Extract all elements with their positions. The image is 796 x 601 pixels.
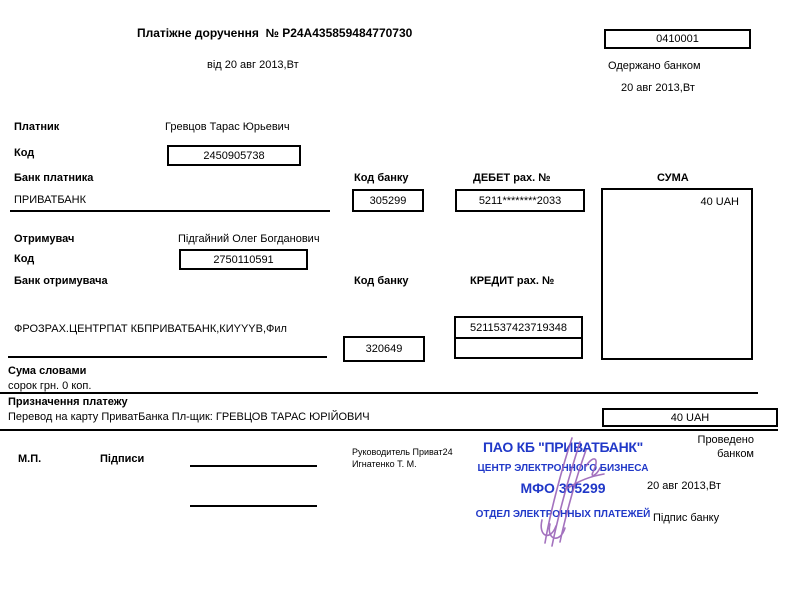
payee-bank-name: ФРОЗРАХ.ЦЕНТРПАТ КБПРИВАТБАНК,КИYYYВ,Фил [14,323,287,335]
payer-code-label: Код [14,147,35,159]
credit-account-box [454,316,583,359]
bank-stamp-line-4: ОТДЕЛ ЭЛЕКТРОННЫХ ПЛАТЕЖЕЙ [475,509,651,520]
amount-box [601,188,753,360]
debit-account-label: ДЕБЕТ рах. № [473,172,551,184]
processed-date: 20 авг 2013,Вт [647,480,721,492]
amount-words-label: Сума словами [8,365,87,377]
signature-line-1 [190,465,317,467]
signatures-label: Підписи [100,453,145,465]
amount-label: СУМА [657,172,689,184]
processed-by-bank-line-1: Проведено [697,434,754,446]
debit-account-box: 5211********2033 [455,189,585,212]
purpose-label: Призначення платежу [8,396,128,408]
payer-bank-code-box: 305299 [352,189,424,212]
bank-stamp-line-3: МФО 305299 [520,480,606,496]
payee-name: Підгайний Олег Богданович [178,233,320,245]
signature-line-2 [190,505,317,507]
amount-words-value: сорок грн. 0 коп. [8,380,92,392]
mp-label: М.П. [18,453,42,465]
document-number-box: 0410001 [604,29,751,49]
credit-account-value: 5211537423719348 [456,318,581,339]
purpose-amount-box: 40 UAH [602,408,778,427]
credit-account-empty-row [456,339,581,357]
payer-label: Платник [14,121,60,133]
payee-bank-code-label: Код банку [354,275,409,287]
section-divider-1 [0,392,758,394]
received-date: 20 авг 2013,Вт [621,82,695,94]
payee-code-box: 2750110591 [179,249,308,270]
handwritten-signature [520,428,630,553]
purpose-value: Перевод на карту ПриватБанка Пл-щик: ГРЕВЦОВ ТАРАС ЮРІЙОВИЧ [8,411,370,423]
payer-bank-label: Банк платника [14,172,94,184]
payee-bank-underline [8,356,327,358]
payee-code-label: Код [14,253,35,265]
payer-name: Гревцов Тарас Юрьевич [165,121,290,133]
document-date: від 20 авг 2013,Вт [207,59,299,71]
received-by-bank-label: Одержано банком [608,60,701,72]
manager-title: Руководитель Приват24 [352,447,453,457]
credit-account-label: КРЕДИТ рах. № [470,275,555,287]
payee-label: Отримувач [14,233,75,245]
manager-name: Игнатенко Т. М. [352,459,417,469]
amount-value: 40 UAH [700,196,739,208]
document-title: Платіжне доручення № P24A435859484770730 [137,26,413,40]
payer-bank-underline [10,210,330,212]
payee-bank-label: Банк отримувача [14,275,108,287]
bank-signature-label: Підпис банку [653,512,720,524]
bank-stamp-line-2: ЦЕНТР ЭЛЕКТРОННОГО БИЗНЕСА [477,463,649,474]
bank-stamp-line-1: ПАО КБ "ПРИВАТБАНК" [483,439,643,455]
payee-bank-code-box: 320649 [343,336,425,362]
payer-code-box: 2450905738 [167,145,301,166]
section-divider-2 [0,429,778,431]
payer-bank-name: ПРИВАТБАНК [14,194,86,206]
payer-bank-code-label: Код банку [354,172,409,184]
processed-by-bank-line-2: банком [717,448,754,460]
